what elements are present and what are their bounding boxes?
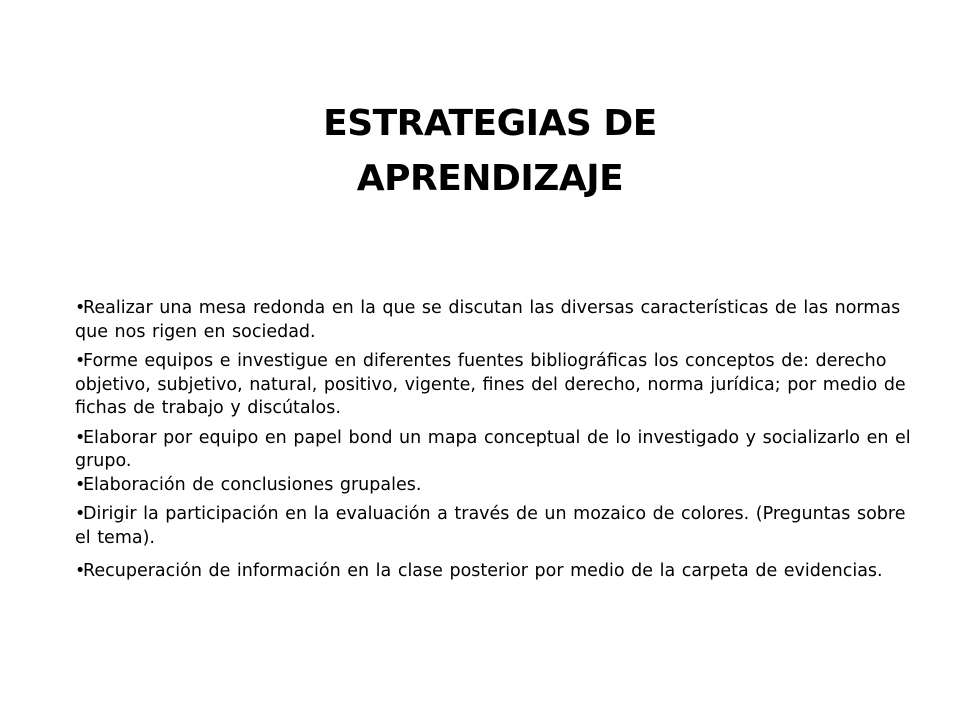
list-item xyxy=(75,560,915,584)
bullet-icon: • xyxy=(75,351,86,371)
list-item-text: Dirigir la participación en la evaluación a través de un mozaico de colores. (Preguntas sobre el tema). xyxy=(75,504,906,548)
list-item-text: Recuperación de información en la clase posterior por medio de la carpeta de evidencias. xyxy=(83,561,883,581)
list-item xyxy=(75,350,915,421)
list-item xyxy=(75,427,915,474)
slide-title xyxy=(0,96,960,206)
bullet-icon: • xyxy=(75,504,86,524)
list-item-text: Realizar una mesa redonda en la que se discutan las diversas características de las normas que nos rigen en sociedad. xyxy=(75,298,901,342)
bullet-icon: • xyxy=(75,474,86,495)
bullet-icon: • xyxy=(75,298,86,318)
bullet-icon: • xyxy=(75,427,86,448)
list-item-text: Elaborar por equipo en papel bond un mapa conceptual de lo investigado y socializarlo en el grupo. xyxy=(75,427,911,471)
list-item xyxy=(75,474,915,498)
bullet-icon: • xyxy=(75,561,86,581)
slide-title-line-1: ESTRATEGIAS DE xyxy=(323,103,657,144)
list-item xyxy=(75,503,915,550)
list-item-text: Forme equipos e investigue en diferentes fuentes bibliográficas los conceptos de: derecho objetivo, subjetivo, natural, positivo, vigente, fines del derecho, norma jurídica; por medio de fichas de trabajo y discútalos. xyxy=(75,351,906,418)
list-item-text: Elaboración de conclusiones grupales. xyxy=(83,474,422,495)
list-item xyxy=(75,297,915,344)
slide-title-line-2: APRENDIZAJE xyxy=(356,158,624,199)
strategy-list xyxy=(75,297,915,590)
